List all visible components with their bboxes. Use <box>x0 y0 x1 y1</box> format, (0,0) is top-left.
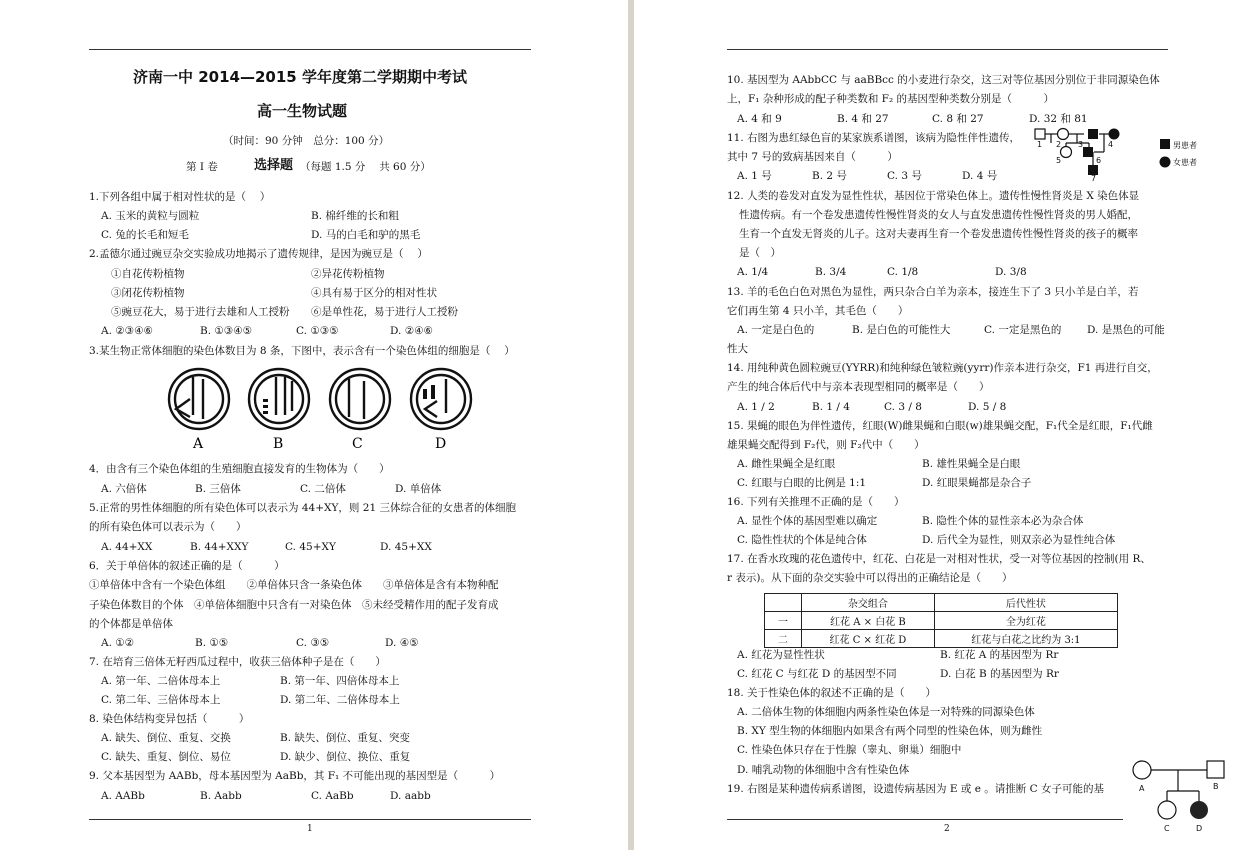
question-line: 14. 用纯种黄色圆粒豌豆(YYRR)和纯种绿色皱粒豌(yyrr)作亲本进行杂交，F1 再进行自交， <box>727 362 1158 374</box>
option: B. 3/4 <box>815 266 847 278</box>
pedigree-female-affected <box>1109 129 1120 140</box>
option: C. 45+XY <box>285 541 336 553</box>
option: C. 3 号 <box>887 170 922 182</box>
question-line: 3.某生物正常体细胞的染色体数目为 8 条，下图中，表示含有一个染色体组的细胞是（ ） <box>89 345 515 357</box>
option: B. XY 型生物的体细胞内如果含有两个同型的性染色体，则为雌性 <box>737 725 1043 737</box>
option: A. 1/4 <box>737 266 769 278</box>
question-line: 8. 染色体结构变异包括（ ） <box>89 713 250 725</box>
option: A. 二倍体生物的体细胞内两条性染色体是一对特殊的同源染色体 <box>737 706 1035 718</box>
pedigree-female-unaffected <box>1158 801 1176 819</box>
pedigree-number: 1 <box>1037 140 1043 149</box>
table-header-cell <box>765 594 802 612</box>
option: A. 1 / 2 <box>737 401 775 413</box>
cross-table <box>764 593 1118 648</box>
pedigree-number: 4 <box>1108 140 1114 149</box>
page-number: 1 <box>307 824 313 834</box>
option: D. 红眼果蝇都是杂合子 <box>922 477 1032 489</box>
top-rule <box>89 49 531 50</box>
option: D. ④⑤ <box>385 637 419 649</box>
option: D. aabb <box>390 790 431 802</box>
question-line: 6．关于单倍体的叙述正确的是（ ） <box>89 560 285 572</box>
option: D. 后代全为显性，则双亲必为显性纯合体 <box>922 534 1116 546</box>
option: C. 红眼与白眼的比例是 1:1 <box>737 477 867 489</box>
option: 性大 <box>727 343 748 355</box>
option: D. 马的白毛和驴的黑毛 <box>311 229 421 241</box>
pedigree-male-unaffected <box>1207 761 1224 778</box>
legend-female-icon <box>1160 157 1171 168</box>
table-cell: 红花 C × 红花 D <box>802 630 935 648</box>
option: A. 第一年、二倍体母本上 <box>101 675 221 687</box>
pedigree-number: 7 <box>1091 174 1097 181</box>
option: C. 兔的长毛和短毛 <box>101 229 189 241</box>
pedigree-number: 3 <box>1078 140 1084 149</box>
statement: ①自花传粉植物 <box>111 268 185 280</box>
option: C. ③⑤ <box>296 637 330 649</box>
table-cell: 一 <box>765 612 802 630</box>
option: C. 隐性性状的个体是纯合体 <box>737 534 867 546</box>
question-line: 11. 右图为患红绿色盲的某家族系谱图，该病为隐性伴性遗传， <box>727 132 1021 144</box>
option: C. 性染色体只存在于性腺（睾丸、卵巢）细胞中 <box>737 744 962 756</box>
page-left <box>0 0 628 850</box>
option: B. Aabb <box>200 790 242 802</box>
option: B. 三倍体 <box>195 483 241 495</box>
question-line: 产生的纯合体后代中与亲本表现型相同的概率是（ ） <box>727 381 990 393</box>
statement: ⑤豌豆花大，易于进行去雄和人工授粉 <box>111 306 290 318</box>
option: B. 44+XXY <box>190 541 249 553</box>
statement: ③闭花传粉植物 <box>111 287 185 299</box>
question-line: 13. 羊的毛色白色对黑色为显性，两只杂合白羊为亲本，接连生下了 3 只小羊是白羊，若 <box>727 286 1139 298</box>
option: B. 1 / 4 <box>812 401 850 413</box>
option: C. 二倍体 <box>300 483 346 495</box>
table-row <box>765 612 1118 630</box>
option: A. 4 和 9 <box>737 113 782 125</box>
cell-label: D <box>435 436 447 452</box>
pedigree-male-affected <box>1083 147 1093 157</box>
pedigree-number: 5 <box>1056 156 1062 165</box>
question-line: 雄果蝇交配得到 F₂代，则 F₂代中（ ） <box>727 439 925 451</box>
option: A. 显性个体的基因型难以确定 <box>737 515 878 527</box>
option: C. 3 / 8 <box>884 401 922 413</box>
question-line: 12. 人类的卷发对直发为显性性状，基因位于常染色体上。遗传性慢性肾炎是 X 染色体显 <box>727 190 1140 202</box>
option: B. 4 和 27 <box>837 113 889 125</box>
option: A. 44+XX <box>101 541 153 553</box>
option: C. AaBb <box>311 790 354 802</box>
option: A. 红花为显性性状 <box>737 649 825 661</box>
section-label: 第 I 卷 <box>186 161 218 173</box>
question-line: 17. 在香水玫瑰的花色遗传中，红花、白花是一对相对性状，受一对等位基因的控制(用 R、 <box>727 553 1151 565</box>
pedigree-male-affected <box>1088 129 1098 139</box>
option: B. 第一年、四倍体母本上 <box>280 675 400 687</box>
option: C. 8 和 27 <box>932 113 984 125</box>
statement: ⑥是单性花，易于进行人工授粉 <box>311 306 458 318</box>
pedigree-number: 2 <box>1056 140 1062 149</box>
legend-male-icon <box>1160 139 1170 149</box>
option: D. 单倍体 <box>395 483 442 495</box>
question-line: 性遗传病。有一个卷发患遗传性慢性肾炎的女人与直发患遗传性慢性肾炎的男人婚配， <box>739 209 1138 221</box>
table-header-row <box>765 594 1118 612</box>
question-line: 4．由含有三个染色体组的生殖细胞直接发育的生物体为（ ） <box>89 463 390 475</box>
option: B. ①③④⑤ <box>200 325 253 337</box>
question-line: 子染色体数目的个体 ④单倍体细胞中只含有一对染色体 ⑤未经受精作用的配子发育成 <box>89 599 499 611</box>
option: D. 4 号 <box>962 170 998 182</box>
question-line: ①单倍体中含有一个染色体组 ②单倍体只含一条染色体 ③单倍体是含有本物种配 <box>89 579 499 591</box>
option: B. 是白色的可能性大 <box>852 324 951 336</box>
option: B. 红花 A 的基因型为 Rr <box>940 649 1059 661</box>
pedigree-q11 <box>1034 125 1214 181</box>
option: D. 32 和 81 <box>1029 113 1088 125</box>
option: D. 缺少、倒位、换位、重复 <box>280 751 411 763</box>
table-cell: 二 <box>765 630 802 648</box>
option: D. 45+XX <box>380 541 432 553</box>
question-line: 它们再生第 4 只小羊，其毛色（ ） <box>727 305 909 317</box>
option: D. 3/8 <box>995 266 1027 278</box>
option: D. 白花 B 的基因型为 Rr <box>940 668 1059 680</box>
question-line: 的所有染色体可以表示为（ ） <box>89 521 247 533</box>
statement: ②异花传粉植物 <box>311 268 385 280</box>
option: D. 是黑色的可能 <box>1087 324 1165 336</box>
option: C. 1/8 <box>887 266 919 278</box>
option: D. ②④⑥ <box>390 325 433 337</box>
option: A. 雌性果蝇全是红眼 <box>737 458 836 470</box>
option: A. ①② <box>101 637 135 649</box>
question-line: 5.正常的男性体细胞的所有染色体可以表示为 44+XY，则 21 三体综合征的女患者的体细胞 <box>89 502 516 514</box>
option: D. 哺乳动物的体细胞中含有性染色体 <box>737 764 910 776</box>
statement: ④具有易于区分的相对性状 <box>311 287 437 299</box>
question-line: 其中 7 号的致病基因来自（ ） <box>727 151 898 163</box>
question-line: 7. 在培育三倍体无籽西瓜过程中，收获三倍体种子是在（ ） <box>89 656 386 668</box>
page-number: 2 <box>944 824 950 834</box>
question-line: 生育一个直发无肾炎的儿子。这对夫妻再生育一个卷发患遗传性慢性肾炎的孩子的概率 <box>739 228 1138 240</box>
option: C. ①③⑤ <box>296 325 339 337</box>
option: A. ②③④⑥ <box>101 325 153 337</box>
option: A. AABb <box>101 790 145 802</box>
table-header-cell: 杂交组合 <box>802 594 935 612</box>
question-line: 18. 关于性染色体的叙述不正确的是（ ） <box>727 687 937 699</box>
question-line: 16. 下列有关推理不正确的是（ ） <box>727 496 905 508</box>
option: C. 缺失、重复、倒位、易位 <box>101 751 231 763</box>
question-line: 上，F₁ 杂种形成的配子种类数和 F₂ 的基因型种类数分别是（ ） <box>727 93 1055 105</box>
question-line: 2.孟德尔通过豌豆杂交实验成功地揭示了遗传规律，是因为豌豆是（ ） <box>89 248 428 260</box>
question-line: 1.下列各组中属于相对性状的是（ ） <box>89 191 271 203</box>
pedigree-number: 6 <box>1096 156 1102 165</box>
option: B. 雄性果蝇全是白眼 <box>922 458 1021 470</box>
table-row <box>765 630 1118 648</box>
bottom-rule <box>89 819 531 820</box>
section-scoring: （每题 1.5 分 共 60 分） <box>300 161 431 173</box>
question-line: 10. 基因型为 AAbbCC 与 aaBBcc 的小麦进行杂交，这三对等位基因分别位于非同源染色体 <box>727 74 1160 86</box>
option: B. 棉纤维的长和粗 <box>311 210 399 222</box>
question-line: 是（ ） <box>739 247 781 259</box>
cell-label: A <box>193 436 204 452</box>
legend-male-label: 男患者 <box>1173 141 1197 150</box>
option: D. 5 / 8 <box>968 401 1007 413</box>
pedigree-label: B <box>1213 782 1219 791</box>
pedigree-female-unaffected <box>1133 761 1151 779</box>
table-cell: 红花与白花之比约为 3:1 <box>934 630 1117 648</box>
option: A. 1 号 <box>737 170 772 182</box>
pedigree-female-unaffected <box>1061 147 1072 158</box>
chromosome-cells-figure <box>163 363 473 453</box>
option: A. 一定是白色的 <box>737 324 815 336</box>
table-header-cell: 后代性状 <box>934 594 1117 612</box>
pedigree-label: A <box>1139 784 1145 793</box>
cell-label: C <box>352 436 363 452</box>
option: C. 第二年、三倍体母本上 <box>101 694 221 706</box>
pedigree-female-unaffected <box>1058 129 1069 140</box>
pedigree-q19 <box>1129 757 1229 835</box>
bottom-rule <box>727 819 1123 820</box>
question-line: 9. 父本基因型为 AABb，母本基因型为 AaBb，其 F₁ 不可能出现的基因型是（ ） <box>89 770 501 782</box>
option: C. 一定是黑色的 <box>984 324 1062 336</box>
exam-title: 济南一中 2014—2015 学年度第二学期期中考试 <box>133 68 467 86</box>
legend-female-label: 女患者 <box>1173 158 1197 167</box>
exam-subtitle: 高一生物试题 <box>257 102 348 120</box>
time-info: （时间：90 分钟 总分：100 分） <box>223 135 390 147</box>
option: B. 缺失、倒位、重复、突变 <box>280 732 410 744</box>
top-rule <box>727 49 1168 50</box>
option: A. 缺失、倒位、重复、交换 <box>101 732 231 744</box>
pedigree-label: C <box>1164 824 1170 833</box>
page-right <box>634 0 1259 850</box>
question-line: r 表示)。从下面的杂交实验中可以得出的正确结论是（ ） <box>727 572 1013 584</box>
pedigree-label: D <box>1196 824 1203 833</box>
pedigree-male-unaffected <box>1035 129 1045 139</box>
question-line: 19. 右图是某种遗传病系谱图，设遗传病基因为 E 或 e 。请推断 C 女子可能的基 <box>727 783 1104 795</box>
cell-label: B <box>273 436 284 452</box>
option: D. 第二年、二倍体母本上 <box>280 694 400 706</box>
pedigree-female-affected <box>1190 801 1208 819</box>
table-cell: 红花 A × 白花 B <box>802 612 935 630</box>
option: A. 六倍体 <box>101 483 147 495</box>
table-cell: 全为红花 <box>934 612 1117 630</box>
option: B. 隐性个体的显性亲本必为杂合体 <box>922 515 1084 527</box>
option: C. 红花 C 与红花 D 的基因型不同 <box>737 668 897 680</box>
option: B. ①⑤ <box>195 637 229 649</box>
question-line: 的个体都是单倍体 <box>89 618 173 630</box>
option: A. 玉米的黄粒与圆粒 <box>101 210 200 222</box>
question-line: 15. 果蝇的眼色为伴性遗传，红眼(W)雌果蝇和白眼(w)雄果蝇交配，F₁代全是红眼，F₁代雌 <box>727 420 1153 432</box>
section-type: 选择题 <box>254 158 294 173</box>
option: B. 2 号 <box>812 170 847 182</box>
